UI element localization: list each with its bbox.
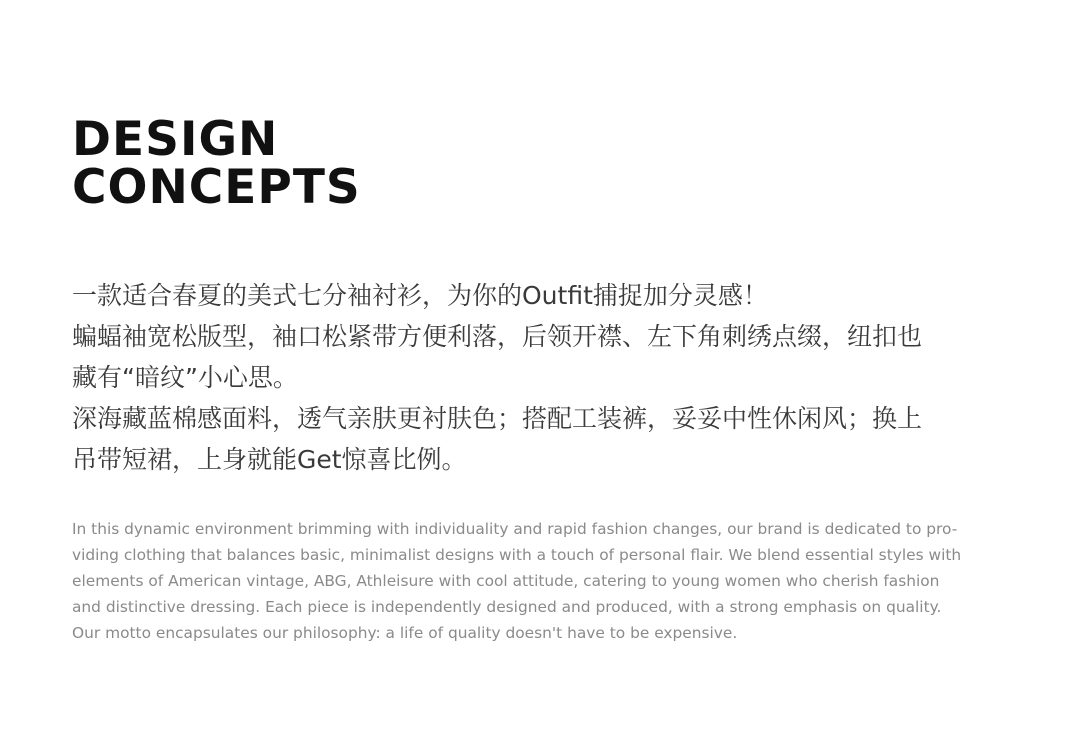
chinese-line: 深海藏蓝棉感面料，透气亲肤更衬肤色；搭配工装裤，妥妥中性休闲风；换上 bbox=[72, 404, 923, 433]
page-title bbox=[72, 112, 361, 215]
english-line: Our motto encapsulates our philosophy: a life of quality doesn't have to be expensive. bbox=[72, 624, 738, 642]
title-line-2: CONCEPTS bbox=[72, 160, 361, 215]
english-line: elements of American vintage, ABG, Athleisure with cool attitude, catering to young women who cherish fashion bbox=[72, 572, 940, 590]
title-line-1: DESIGN bbox=[72, 112, 279, 167]
chinese-description bbox=[72, 275, 1012, 480]
english-line: and distinctive dressing. Each piece is independently designed and produced, with a strong emphasis on quality. bbox=[72, 598, 942, 616]
english-line: viding clothing that balances basic, minimalist designs with a touch of personal flair. We blend essential styles with bbox=[72, 546, 962, 564]
chinese-line: 藏有“暗纹”小心思。 bbox=[72, 363, 298, 392]
english-description bbox=[72, 516, 1032, 646]
chinese-line: 蝙蝠袖宽松版型，袖口松紧带方便利落，后领开襟、左下角刺绣点缀，纽扣也 bbox=[72, 322, 923, 351]
chinese-line: 一款适合春夏的美式七分袖衬衫，为你的Outfit捕捉加分灵感！ bbox=[72, 281, 768, 310]
chinese-line: 吊带短裙，上身就能Get惊喜比例。 bbox=[72, 445, 467, 474]
english-line: In this dynamic environment brimming with individuality and rapid fashion changes, our brand is dedicated to pro- bbox=[72, 520, 958, 538]
